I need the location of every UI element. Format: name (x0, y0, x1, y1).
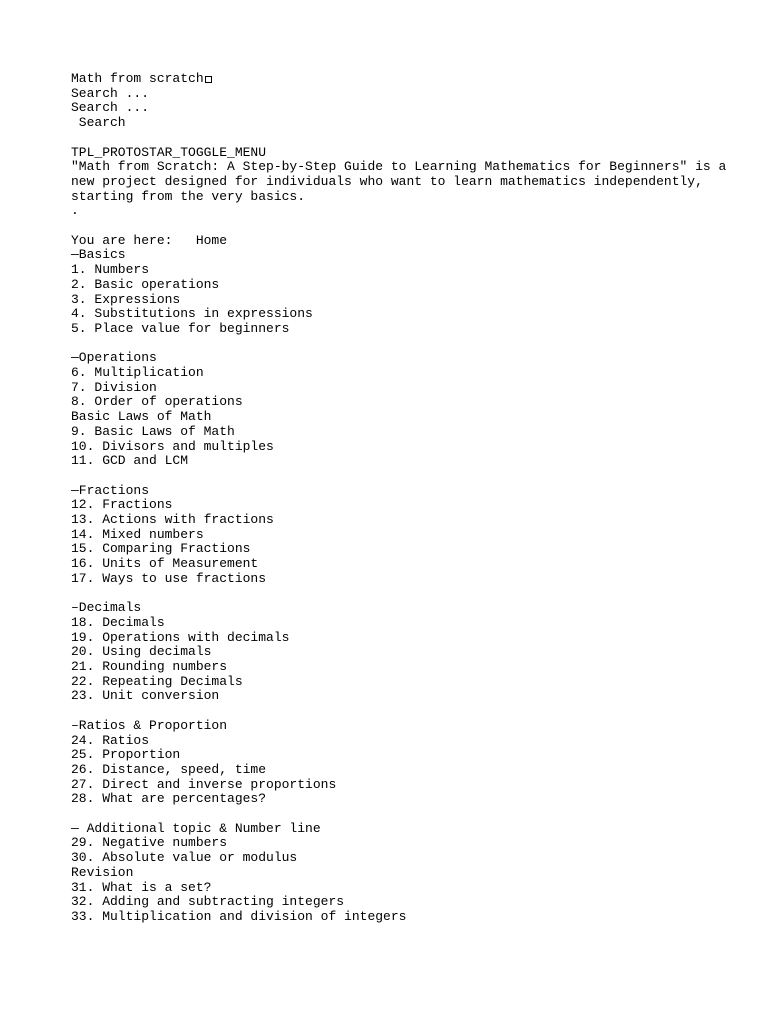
breadcrumb-label: You are here: (71, 232, 196, 248)
menu-section (71, 484, 751, 602)
menu-item-link[interactable]: 29. Negative numbers (71, 835, 228, 851)
menu-item-link[interactable]: 32. Adding and subtracting integers (71, 894, 345, 910)
page-content (71, 72, 751, 925)
menu-item-link[interactable]: 12. Fractions (71, 497, 173, 513)
menu-item-link[interactable]: 26. Distance, speed, time (71, 761, 267, 777)
menu-item-link[interactable]: 27. Direct and inverse proportions (71, 776, 337, 792)
menu-list (71, 366, 751, 469)
spacer (71, 219, 751, 234)
menu-item-link[interactable]: 8. Order of operations (71, 394, 243, 410)
menu-item-link[interactable]: 30. Absolute value or modulus (71, 850, 298, 866)
menu-item-link[interactable]: 2. Basic operations (71, 276, 220, 292)
menu-item-link[interactable]: 22. Repeating Decimals (71, 673, 243, 689)
spacer (71, 469, 751, 484)
menu-section-title[interactable]: —Operations (71, 350, 157, 366)
menu-item-link[interactable]: 5. Place value for beginners (71, 320, 290, 336)
menu-item-link[interactable]: 25. Proportion (71, 747, 181, 763)
menu-item-link[interactable]: 31. What is a set? (71, 879, 212, 895)
intro-dot: . (71, 203, 79, 219)
menu-item-link[interactable]: 15. Comparing Fractions (71, 541, 251, 557)
menu-item-link[interactable]: 3. Expressions (71, 291, 181, 307)
spacer (71, 131, 751, 146)
broken-image-icon (205, 76, 212, 83)
menu-item-link[interactable]: 33. Multiplication and division of integers (71, 908, 407, 924)
menu-item-link[interactable]: 17. Ways to use fractions (71, 570, 267, 586)
menu-item-link[interactable]: 20. Using decimals (71, 644, 212, 660)
breadcrumb (71, 234, 751, 249)
menu-item-link[interactable]: 6. Multiplication (71, 365, 204, 381)
search-input[interactable]: Search ... (71, 100, 150, 116)
menu-list (71, 836, 751, 924)
menu-section-title[interactable]: —Basics (71, 247, 126, 263)
menu-section (71, 601, 751, 719)
menu-section-title[interactable]: –Decimals (71, 600, 142, 616)
menu-item-link[interactable]: 21. Rounding numbers (71, 659, 228, 675)
site-header (71, 72, 751, 87)
menu-list (71, 616, 751, 704)
breadcrumb-home-link[interactable]: Home (195, 232, 228, 248)
spacer (71, 807, 751, 822)
menu-section-title[interactable]: —Fractions (71, 482, 150, 498)
menu-item-link[interactable]: 4. Substitutions in expressions (71, 306, 313, 322)
menu-list (71, 263, 751, 337)
search-label: Search ... (71, 85, 150, 101)
menu-item-link[interactable]: 1. Numbers (71, 262, 150, 278)
menu-item-link[interactable]: 14. Mixed numbers (71, 526, 204, 542)
spacer (71, 704, 751, 719)
menu-item-link[interactable]: Revision (71, 864, 134, 880)
toggle-menu-button[interactable]: TPL_PROTOSTAR_TOGGLE_MENU (71, 144, 267, 160)
menu-item-link[interactable]: 28. What are percentages? (71, 791, 267, 807)
search-button[interactable]: Search (71, 115, 126, 131)
menu-item-link[interactable]: 7. Division (71, 379, 157, 395)
menu-list (71, 734, 751, 808)
intro-text: "Math from Scratch: A Step-by-Step Guide to Learning Mathematics for Beginners" is a new project designed for individuals who want to learn mathematics independently, starting from the very basics. (71, 159, 727, 204)
menu-item-link[interactable]: 9. Basic Laws of Math (71, 423, 235, 439)
menu-section (71, 248, 751, 351)
menu-section-title[interactable]: –Ratios & Proportion (71, 717, 228, 733)
menu-item-link[interactable]: 13. Actions with fractions (71, 512, 274, 528)
menu-item-link[interactable]: 24. Ratios (71, 732, 150, 748)
menu-item-link[interactable]: 18. Decimals (71, 614, 165, 630)
menu-section (71, 351, 751, 483)
menu-item-link[interactable]: 16. Units of Measurement (71, 556, 259, 572)
site-title-link[interactable]: Math from scratch (71, 71, 204, 86)
menu-section (71, 719, 751, 822)
course-menu (71, 248, 751, 924)
spacer (71, 337, 751, 352)
menu-list (71, 498, 751, 586)
menu-item-link[interactable]: 11. GCD and LCM (71, 453, 189, 469)
spacer (71, 587, 751, 602)
menu-item-link[interactable]: 19. Operations with decimals (71, 629, 290, 645)
menu-section (71, 822, 751, 925)
menu-item-link[interactable]: 10. Divisors and multiples (71, 438, 274, 454)
menu-item-link[interactable]: 23. Unit conversion (71, 688, 220, 704)
menu-section-title[interactable]: — Additional topic & Number line (71, 820, 321, 836)
menu-item-link[interactable]: Basic Laws of Math (71, 409, 212, 425)
